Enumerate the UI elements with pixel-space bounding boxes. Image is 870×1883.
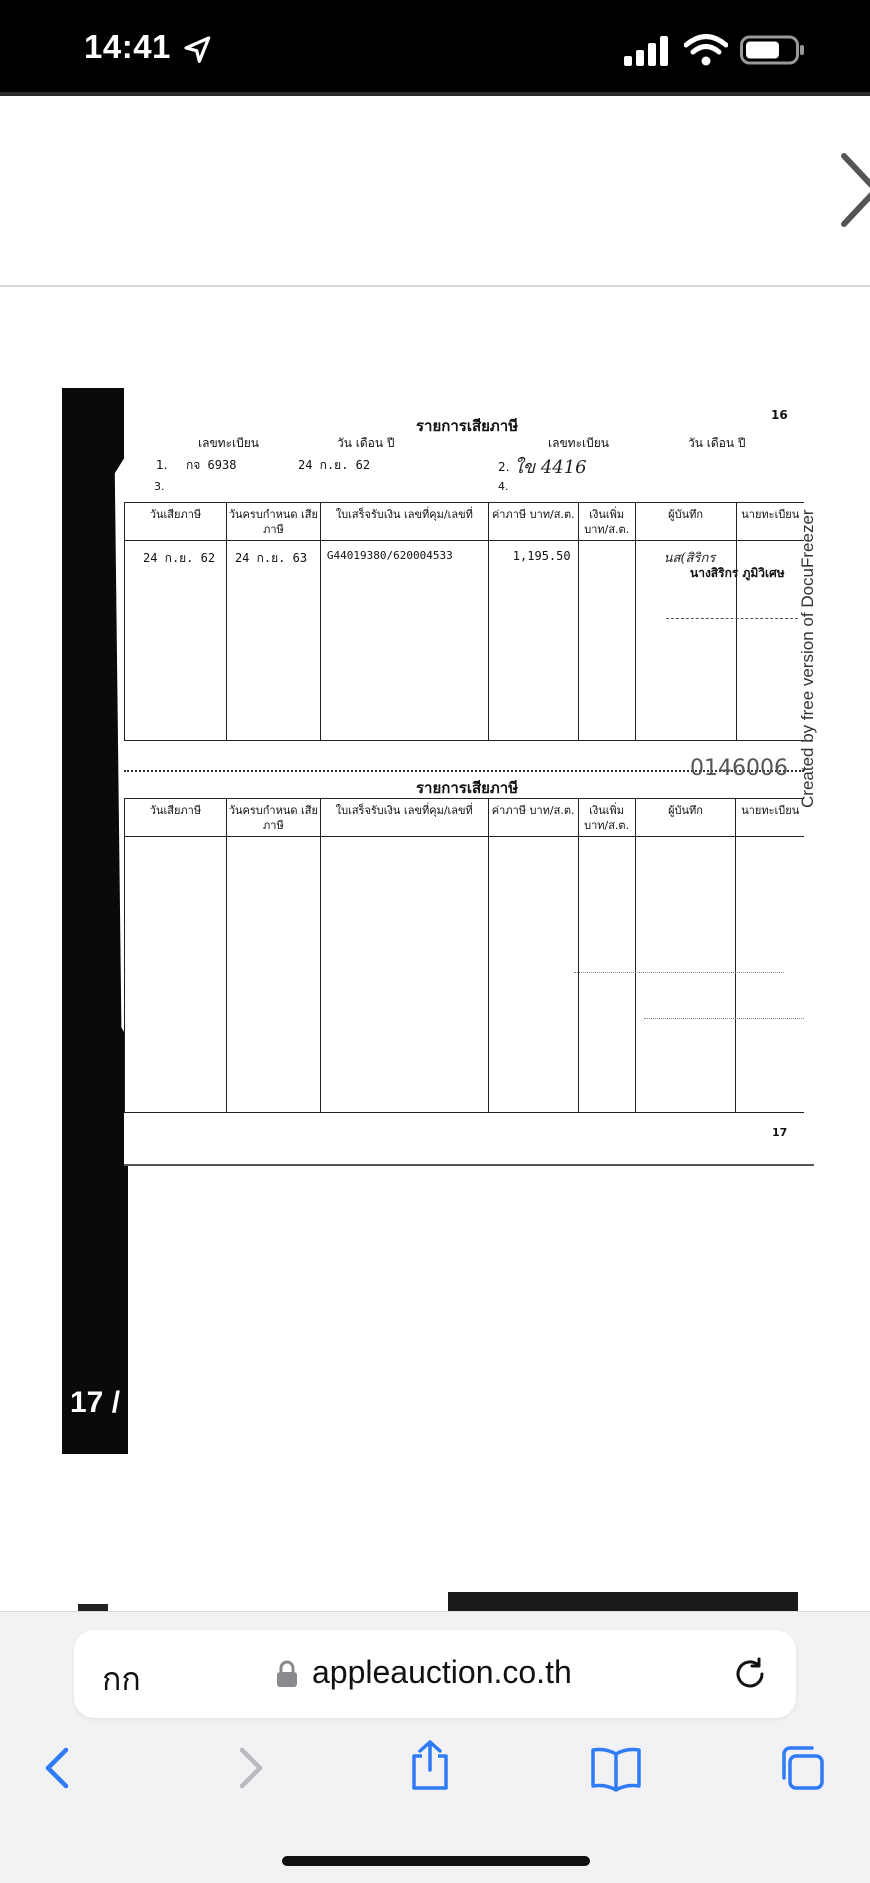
registrar-name: นางสิริกร ภูมิวิเศษ	[690, 566, 785, 580]
wifi-icon	[684, 34, 728, 66]
cellular-signal-icon	[624, 36, 672, 66]
table-header-row	[125, 799, 805, 837]
home-indicator	[282, 1856, 590, 1866]
row2-registration: ใข 4416	[514, 457, 587, 478]
tax-table-top	[124, 502, 804, 741]
reg-label-1: เลขทะเบียน	[198, 436, 259, 450]
header-paid-date: วันเสียภาษี	[125, 503, 227, 541]
share-icon[interactable]	[402, 1738, 458, 1794]
header-tax: ค่าภาษี บาท/ส.ต.	[488, 503, 578, 541]
cell-recorder-signature: นส(สิริกร	[663, 551, 716, 566]
back-chevron-icon[interactable]	[32, 1740, 88, 1796]
scan-edge-top	[62, 388, 128, 1454]
page-indicator: 17 / 4	[70, 1386, 146, 1419]
cell-paid-date: 24 ก.ย. 62	[143, 551, 216, 565]
row1-registration: กจ 6938	[186, 458, 237, 472]
table-row	[125, 837, 805, 1113]
row2-number: 2.	[498, 460, 510, 474]
watermark-text: Created by free version of DocuFreezer	[798, 509, 817, 808]
top-title: รายการเสียภาษี	[416, 417, 519, 435]
paper-bottom-edge	[124, 1164, 814, 1166]
location-arrow-icon	[182, 34, 214, 66]
reg-label-2: เลขทะเบียน	[548, 436, 609, 450]
forward-chevron-icon[interactable]	[220, 1740, 276, 1796]
document-scan-image[interactable]	[60, 386, 820, 1456]
bottom-title: รายการเสียภาษี	[416, 779, 519, 797]
date-label-1: วัน เดือน ปี	[337, 436, 395, 450]
header-surcharge: เงินเพิ่ม บาท/ส.ต.	[578, 503, 635, 541]
header-registrar: นายทะเบียน	[736, 503, 804, 541]
row4-number: 4.	[498, 480, 509, 493]
row3-number: 3.	[154, 480, 165, 493]
cell-due-date: 24 ก.ย. 63	[234, 551, 308, 565]
stamp-number: 0146006	[690, 756, 788, 781]
header-surcharge: เงินเพิ่ม บาท/ส.ต.	[578, 799, 635, 837]
thumbnail-peek[interactable]	[448, 1592, 798, 1612]
header-receipt: ใบเสร็จรับเงิน เลขที่คุม/เลขที่	[320, 503, 488, 541]
battery-icon	[740, 34, 806, 66]
header-recorder: ผู้บันทึก	[635, 799, 736, 837]
table-header-row	[125, 503, 805, 541]
header-recorder: ผู้บันทึก	[635, 503, 736, 541]
row1-number: 1.	[156, 458, 168, 472]
next-image-chevron-icon[interactable]	[840, 150, 870, 230]
lock-icon	[276, 1660, 298, 1688]
reload-icon[interactable]	[732, 1656, 768, 1692]
top-page-number: 16	[771, 408, 788, 422]
header-receipt: ใบเสร็จรับเงิน เลขที่คุม/เลขที่	[320, 799, 488, 837]
header-due-date: วันครบกำหนด เสียภาษี	[226, 799, 320, 837]
row1-date: 24 ก.ย. 62	[298, 458, 371, 472]
status-time: 14:41	[84, 28, 171, 65]
faint-signature	[574, 956, 784, 973]
status-bar	[0, 0, 870, 96]
address-bar[interactable]	[74, 1630, 796, 1718]
header-tax: ค่าภาษี บาท/ส.ต.	[488, 799, 578, 837]
bookmarks-icon[interactable]	[588, 1740, 644, 1796]
divider	[0, 285, 870, 287]
text-size-button[interactable]: กก	[102, 1661, 141, 1697]
header-paid-date: วันเสียภาษี	[125, 799, 227, 837]
faint-signature	[644, 1002, 804, 1019]
bottom-page-number: 17	[772, 1126, 788, 1139]
cell-tax: 1,195.50	[512, 549, 571, 563]
date-label-2: วัน เดือน ปี	[688, 436, 746, 450]
signature-dash	[666, 618, 798, 619]
tax-record-paper	[124, 386, 814, 1166]
header-registrar: นายทะเบียน	[736, 799, 804, 837]
cell-receipt: G44019380/620004533	[326, 549, 453, 562]
tabs-icon[interactable]	[774, 1740, 830, 1796]
status-separator	[0, 92, 870, 96]
url-text[interactable]: appleauction.co.th	[312, 1654, 572, 1690]
header-due-date: วันครบกำหนด เสียภาษี	[226, 503, 320, 541]
